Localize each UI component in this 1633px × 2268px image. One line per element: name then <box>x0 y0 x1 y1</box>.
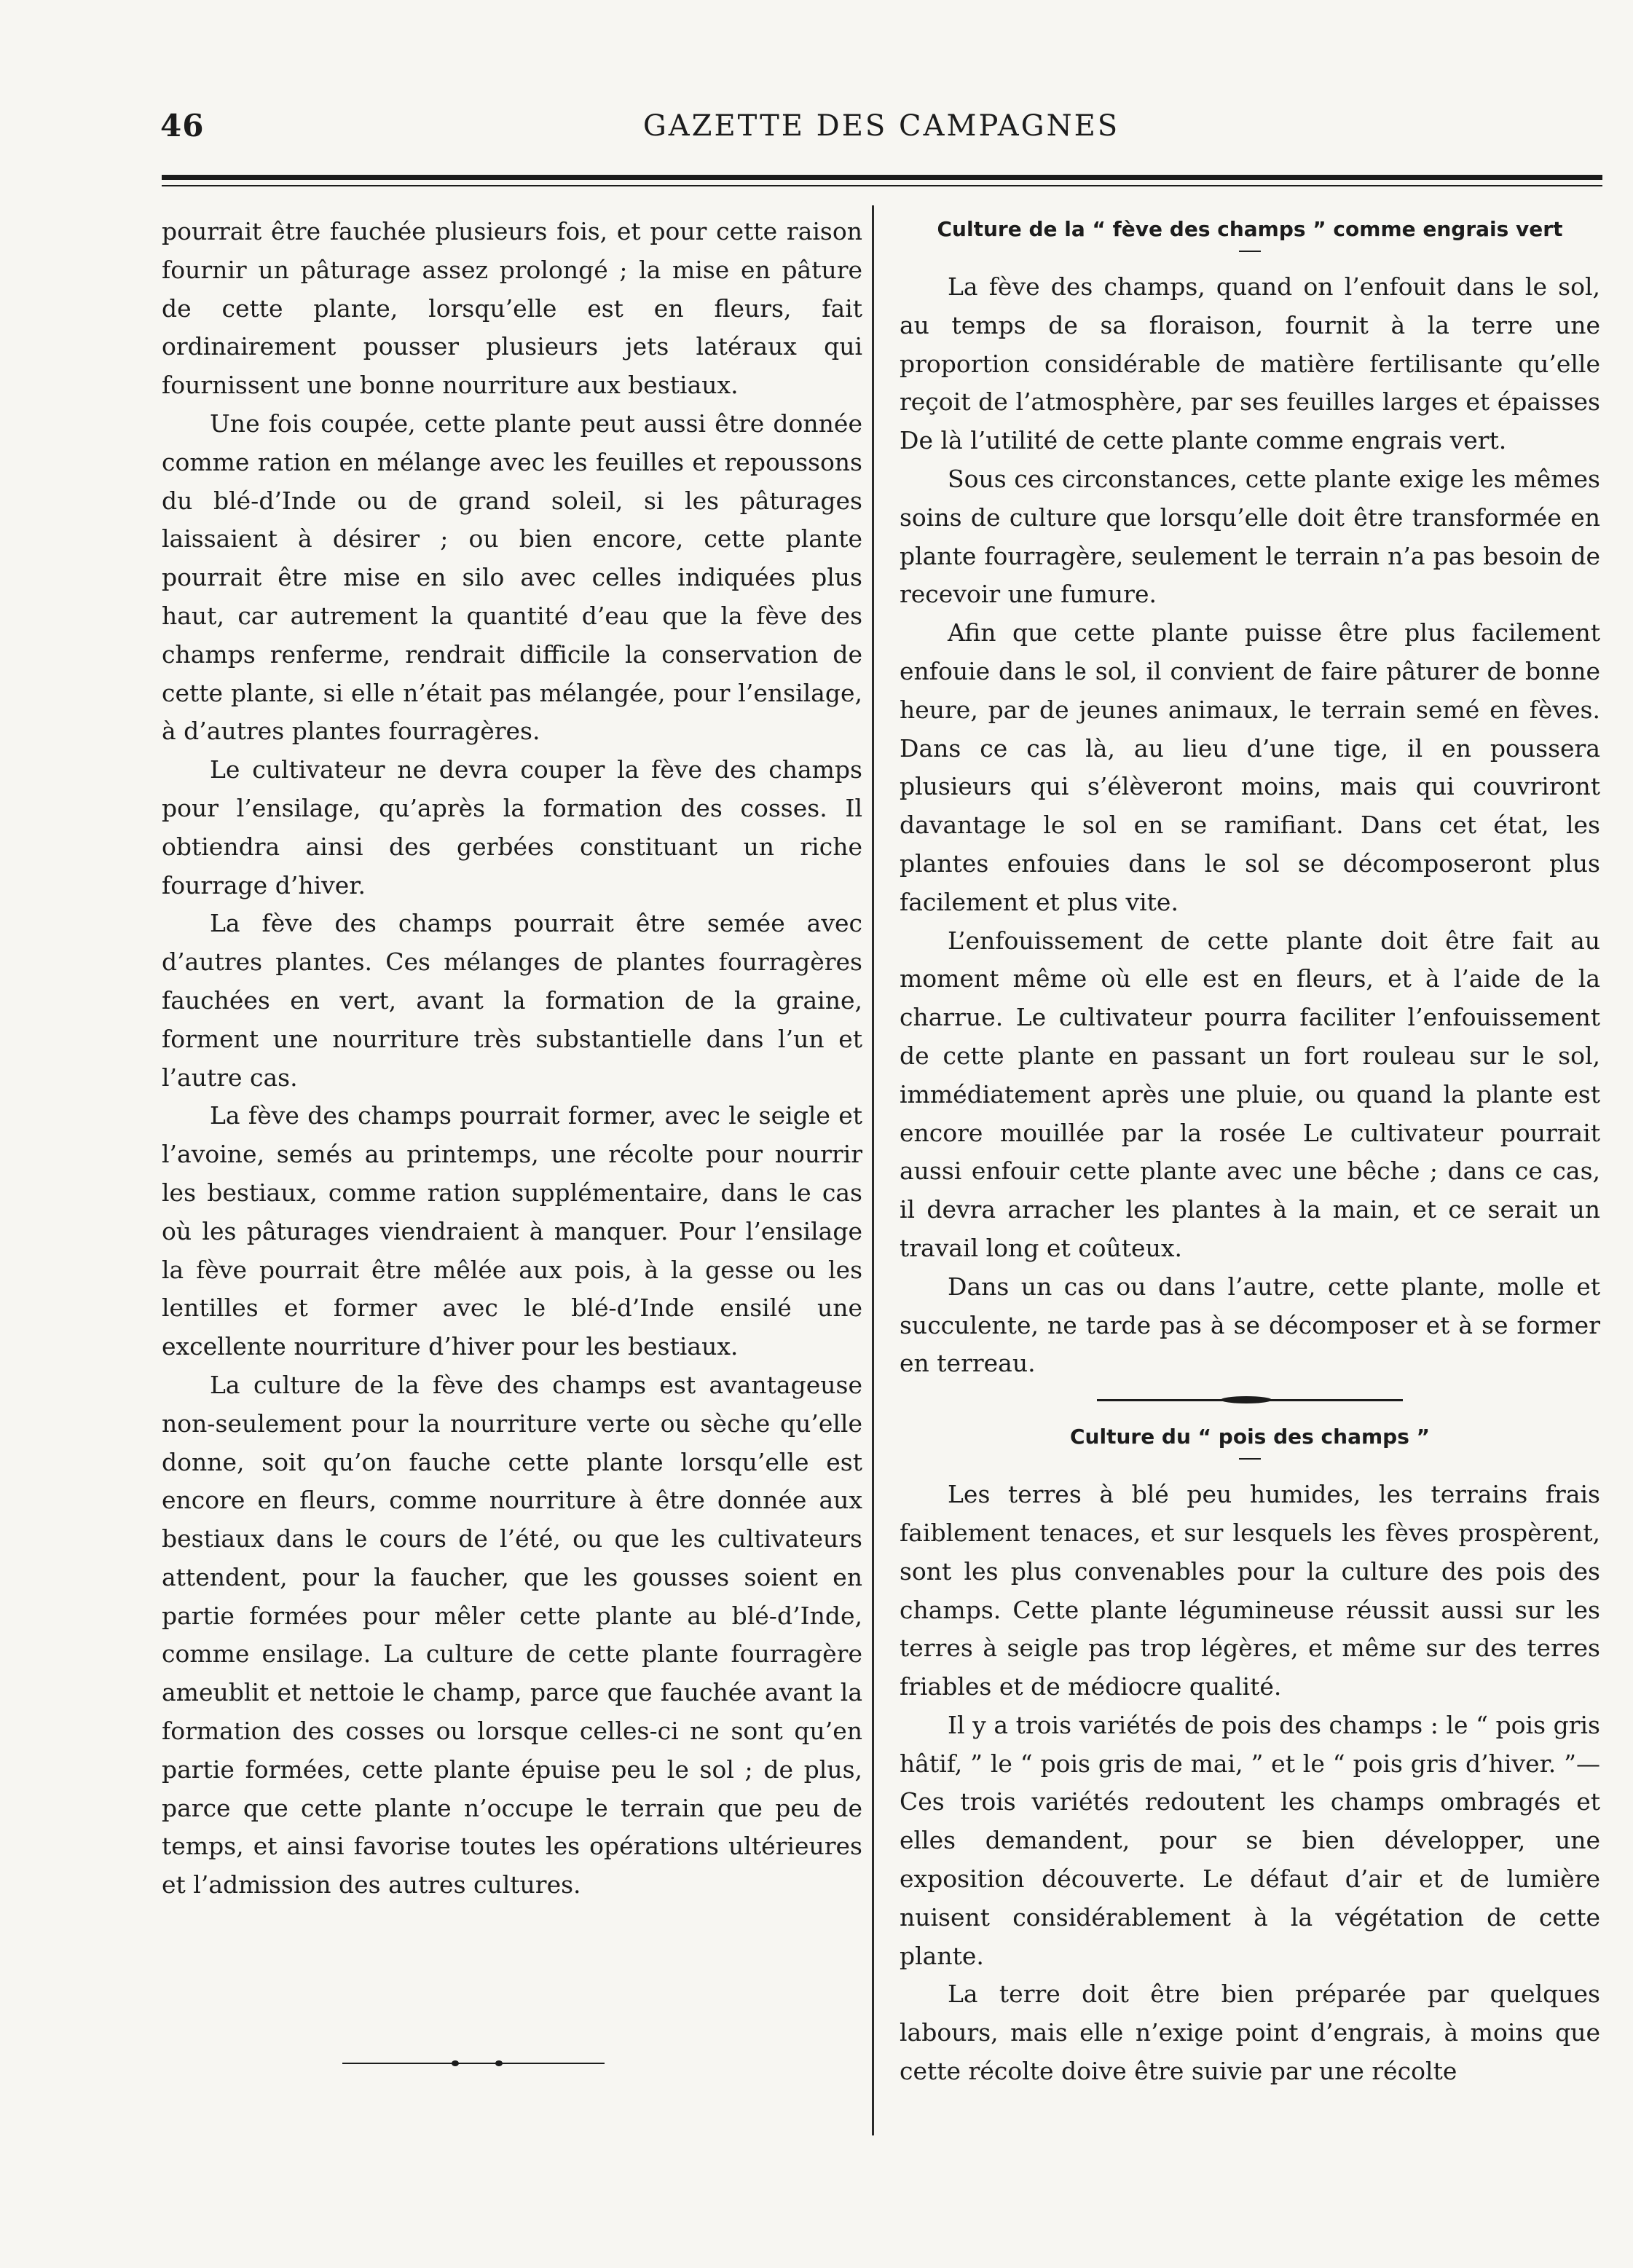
section-title: Culture de la “ fève des champs ” comme engrais vert <box>937 217 1563 241</box>
title-rule <box>1239 251 1261 252</box>
right-column <box>900 213 1600 2091</box>
page-number: 46 <box>160 108 205 143</box>
paragraph: Une fois coupée, cette plante peut aussi être donnée comme ration en mélange avec les feuilles et repoussons du blé-d’Inde ou de grand soleil, si les pâturages laissaient à désirer ; ou bien encore, cette plante pourrait être mise en silo avec celles indiquées plus haut, car autrement la quantité d’eau que la fève des champs renferme, rendrait difficile la conservation de cette plante, si elle n’était pas mélangée, pour l’ensilage, à d’autres plantes fourragères. <box>162 409 862 746</box>
paragraph: La fève des champs, quand on l’enfouit dans le sol, au temps de sa floraison, fournit à la terre une proportion considérable de matière fertilisante qu’elle reçoit de l’atmosphère, par ses feuilles larges et épaisses De là l’utilité de cette plante comme engrais vert. <box>900 272 1600 455</box>
paragraph: La culture de la fève des champs est avantageuse non-seulement pour la nourriture verte ou sèche qu’elle donne, soit qu’on fauche cette plante lorsqu’elle est encore en fleurs, comme nourriture à être donnée aux bestiaux dans le cours de l’été, ou que les cultivateurs attendent, pour la faucher, que les gousses soient en partie formées pour mêler cette plante au blé-d’Inde, comme ensilage. La culture de cette plante fourragère ameublit et nettoie le champ, parce que fauchée avant la formation des cosses ou lorsque celles-ci ne sont qu’en partie formées, cette plante épuise peu le sol ; de plus, parce que cette plante n’occupe le terrain que peu de temps, et ainsi favorise toutes les opérations ultérieures et l’admission des autres cultures. <box>162 1370 862 1899</box>
paragraph: pourrait être fauchée plusieurs fois, et pour cette raison fournir un pâturage assez prolongé ; la mise en pâture de cette plante, lorsqu’elle est en fleurs, fait ordinairement pousser plusieurs jets latéraux qui fournissent une bonne nourriture aux bestiaux. <box>162 217 862 400</box>
page-header <box>160 108 1602 151</box>
column-divider <box>872 205 874 2135</box>
paragraph: Dans un cas ou dans l’autre, cette plante, molle et succulente, ne tarde pas à se décomposer et à se former en terreau. <box>900 1272 1600 1378</box>
paragraph: Afin que cette plante puisse être plus facilement enfouie dans le sol, il convient de faire pâturer de bonne heure, par de jeunes animaux, le terrain semé en fèves. Dans ce cas là, au lieu d’une tige, il en poussera plusieurs qui s’élèveront moins, mais qui couvriront davantage le sol en se ramifiant. Dans cet état, les plantes enfouies dans le sol se décomposeront plus facilement et plus vite. <box>900 618 1600 916</box>
paragraph: La terre doit être bien préparée par quelques labours, mais elle n’exige point d’engrais, à moins que cette récolte doive être suivie par une récolte <box>900 1980 1600 2086</box>
paragraph: La fève des champs pourrait former, avec le seigle et l’avoine, semés au printemps, une récolte pour nourrir les bestiaux, comme ration supplémentaire, dans le cas où les pâturages viendraient à manquer. Pour l’ensilage la fève pourrait être mêlée aux pois, à la gesse ou les lentilles et former avec le blé-d’Inde ensilé une excellente nourriture d’hiver pour les bestiaux. <box>162 1101 862 1361</box>
paragraph: La fève des champs pourrait être semée avec d’autres plantes. Ces mélanges de plantes fourragères fauchées en vert, avant la formation de la graine, forment une nourriture très substantielle dans l’un et l’autre cas. <box>162 909 862 1092</box>
header-rule-thick <box>162 175 1602 180</box>
title-rule <box>1239 1458 1261 1460</box>
paragraph: Les terres à blé peu humides, les terrains frais faiblement tenaces, et sur lesquels les fèves prospèrent, sont les plus convenables pour la culture des pois des champs. Cette plante légumineuse réussit aussi sur les terres à seigle pas trop légères, et même sur des terres friables et de médiocre qualité. <box>900 1480 1600 1701</box>
paragraph: Sous ces circonstances, cette plante exige les mêmes soins de culture que lorsqu’elle doit être transformée en plante fourragère, seulement le terrain n’a pas besoin de recevoir une fumure. <box>900 464 1600 609</box>
section-separator <box>1097 1399 1403 1401</box>
header-rule-thin <box>162 185 1602 186</box>
paragraph: L’enfouissement de cette plante doit être fait au moment même où elle est en fleurs, et à l’aide de la charrue. Le cultivateur pourra faciliter l’enfouissement de cette plante en passant un fort rouleau sur le sol, immédiatement après une pluie, ou quand la plante est encore mouillée par la rosée Le cultivateur pourrait aussi enfouir cette plante avec une bêche ; dans ce cas, il devra arracher les plantes à la main, et ce serait un travail long et coûteux. <box>900 926 1600 1262</box>
end-ornament <box>342 2058 605 2068</box>
journal-title: GAZETTE DES CAMPAGNES <box>642 109 1120 143</box>
paragraph: Le cultivateur ne devra couper la fève des champs pour l’ensilage, qu’après la formation des cosses. Il obtiendra ainsi des gerbées constituant un riche fourrage d’hiver. <box>162 755 862 899</box>
section-title: Culture du “ pois des champs ” <box>1069 1425 1431 1449</box>
left-column <box>162 213 862 1905</box>
paragraph: Il y a trois variétés de pois des champs : le “ pois gris hâtif, ” le “ pois gris de mai, ” et le “ pois gris d’hiver. ”—Ces trois variétés redoutent les champs ombragés et elles demandent, pour se bien développer, une exposition découverte. Le défaut d’air et de lumière nuisent considérablement à la végétation de cette plante. <box>900 1710 1600 1970</box>
